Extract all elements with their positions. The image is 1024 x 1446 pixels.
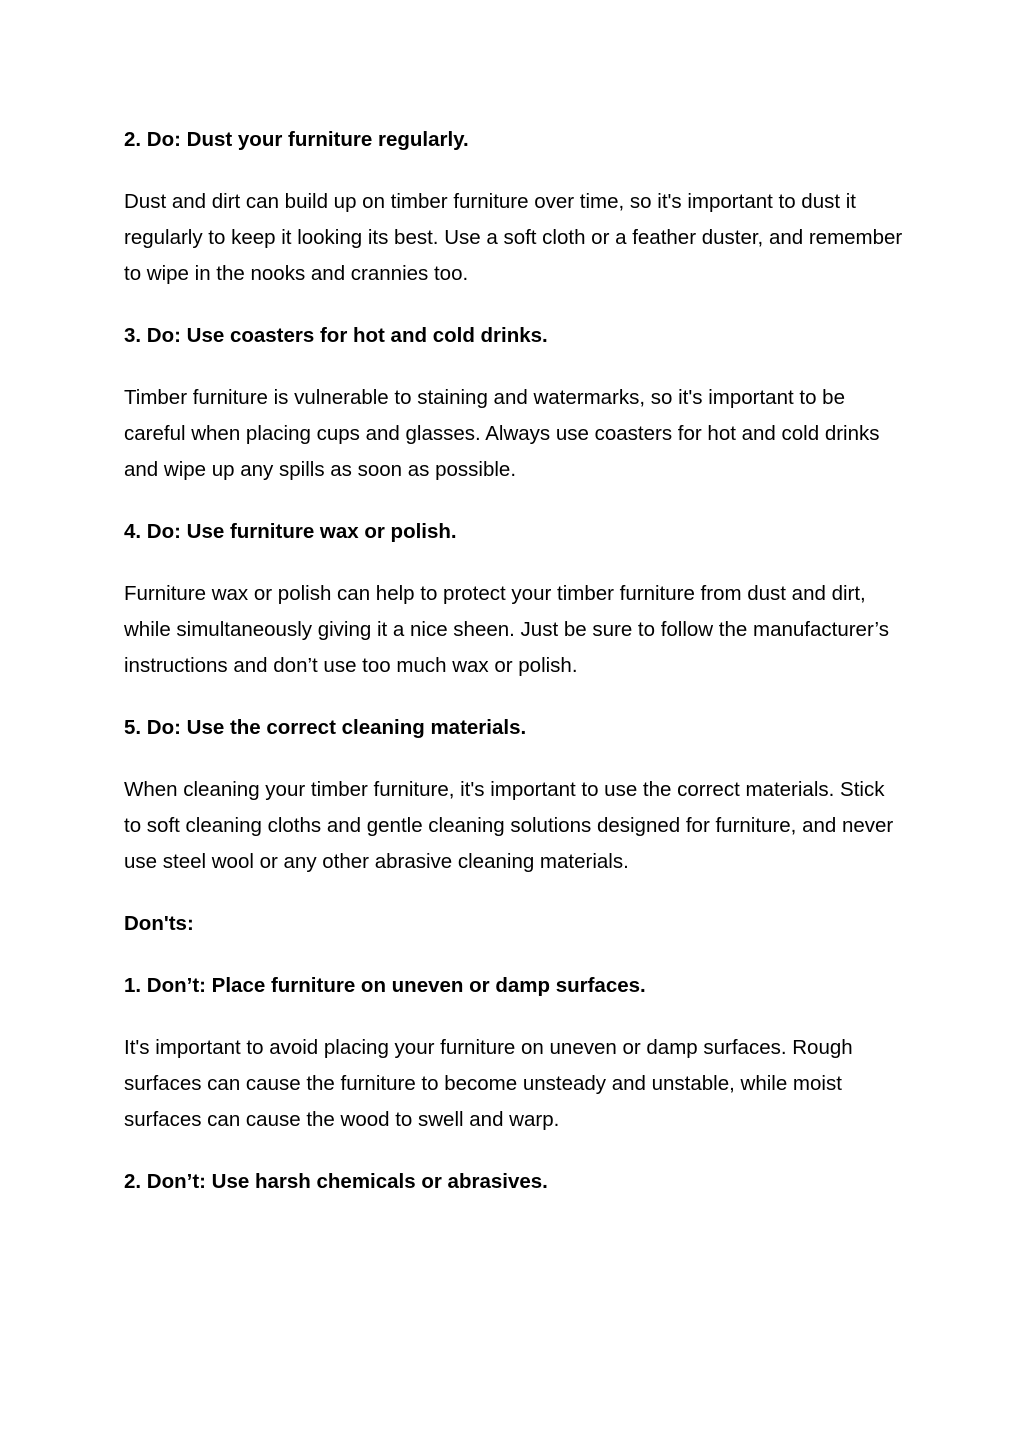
paragraph-dust-regularly: Dust and dirt can build up on timber furniture over time, so it's important to dust it regularly to keep it looking its best. Use a soft cloth or a feather duster, and remember to wipe in the nooks and crannies too. <box>124 190 903 285</box>
paragraph-cleaning-materials: When cleaning your timber furniture, it's important to use the correct materials. Stick to soft cleaning cloths and gentle cleaning solutions designed for furniture, and never use steel wool or any other abrasive cleaning materials. <box>124 778 894 873</box>
paragraph-uneven-surfaces: It's important to avoid placing your furniture on uneven or damp surfaces. Rough surfaces can cause the furniture to become unsteady and unstable, while moist surfaces can cause the wood to swell and warp. <box>124 1036 853 1131</box>
section-heading-uneven-surfaces: 1. Don’t: Place furniture on uneven or damp surfaces. <box>124 974 646 997</box>
section-heading-donts: Don'ts: <box>124 912 194 935</box>
section-heading-wax-polish: 4. Do: Use furniture wax or polish. <box>124 520 457 543</box>
section-heading-cleaning-materials: 5. Do: Use the correct cleaning materials. <box>124 716 527 739</box>
section-heading-dust-regularly: 2. Do: Dust your furniture regularly. <box>124 128 469 151</box>
section-heading-use-coasters: 3. Do: Use coasters for hot and cold drinks. <box>124 324 548 347</box>
section-heading-harsh-chemicals: 2. Don’t: Use harsh chemicals or abrasives. <box>124 1170 548 1193</box>
document-page <box>124 122 904 1226</box>
paragraph-use-coasters: Timber furniture is vulnerable to staining and watermarks, so it's important to be careful when placing cups and glasses. Always use coasters for hot and cold drinks and wipe up any spills as soon as possible. <box>124 386 880 481</box>
paragraph-wax-polish: Furniture wax or polish can help to protect your timber furniture from dust and dirt, while simultaneously giving it a nice sheen. Just be sure to follow the manufacturer’s instructions and don’t use too much wax or polish. <box>124 582 889 677</box>
